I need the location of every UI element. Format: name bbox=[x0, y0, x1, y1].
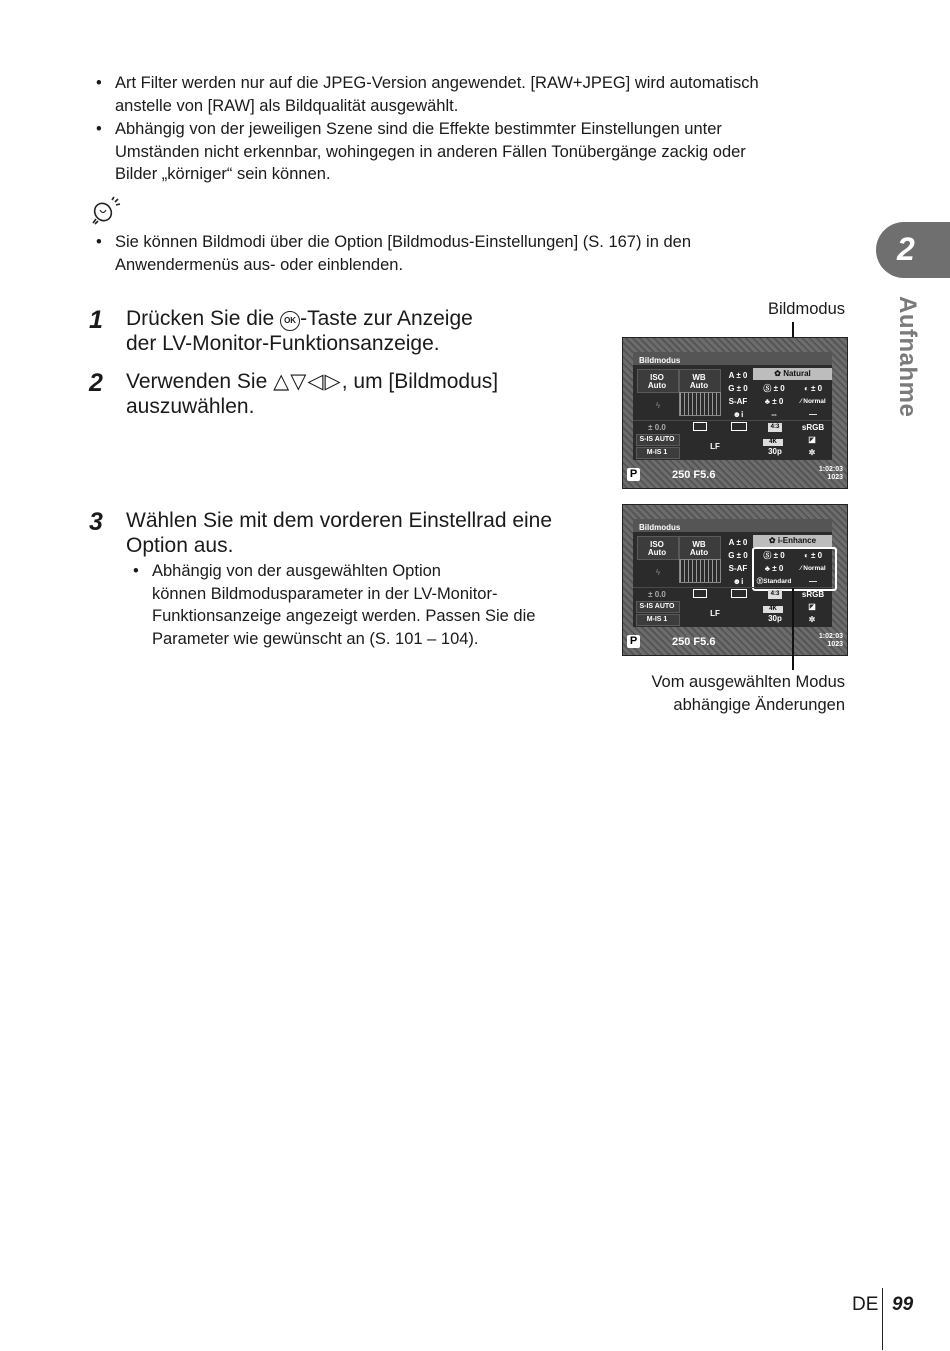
wb-value: Auto bbox=[689, 548, 709, 557]
screen-title: Bildmodus bbox=[639, 523, 681, 532]
drive-mode-icon bbox=[693, 422, 707, 431]
image-quality: LF bbox=[710, 609, 720, 618]
flash-comp: ± 0.0 bbox=[648, 423, 666, 432]
video-resolution: 4K bbox=[763, 439, 783, 446]
lv-monitor-screen-2 bbox=[622, 504, 848, 656]
step-1-number: 1 bbox=[89, 306, 103, 334]
iso-label: ISO bbox=[650, 540, 664, 549]
intro-bullet-1-line2: anstelle von [RAW] als Bildqualität ausgewählt. bbox=[115, 96, 459, 115]
tip-bullet-line2: Anwendermenüs aus- oder einblenden. bbox=[115, 255, 404, 274]
sharpness-value: Ⓢ ± 0 bbox=[763, 384, 785, 393]
bullet-marker: • bbox=[96, 120, 102, 138]
movie-is: M-IS 1 bbox=[646, 616, 668, 623]
step-3-number: 3 bbox=[89, 508, 103, 536]
lightbulb-tip-icon bbox=[90, 196, 124, 226]
page-number: 99 bbox=[892, 1294, 914, 1315]
aperture: F5.6 bbox=[693, 469, 716, 481]
af-mode: S-AF bbox=[728, 564, 748, 573]
screen-title: Bildmodus bbox=[639, 356, 681, 365]
step-3-sub-line1: Abhängig von der ausgewählten Option bbox=[152, 562, 441, 580]
filter-dash: — bbox=[809, 577, 817, 586]
changed-params-highlight bbox=[752, 547, 837, 591]
flash-icon: ϟ bbox=[655, 401, 661, 410]
ok-symbol: OK bbox=[284, 316, 297, 325]
picture-mode-icon: ◪ bbox=[808, 602, 816, 611]
callout-changes bbox=[651, 671, 845, 716]
image-quality: LF bbox=[710, 442, 720, 451]
effect-dash: -- bbox=[771, 410, 777, 419]
wb-label: WB bbox=[692, 373, 706, 382]
gradation-text: Normal bbox=[803, 398, 826, 405]
movie-is: M-IS 1 bbox=[646, 449, 668, 456]
settings-gear-icon: ✲ bbox=[808, 448, 816, 457]
video-framerate: 30p bbox=[768, 614, 782, 623]
shooting-mode: P bbox=[627, 635, 640, 648]
af-mode: S-AF bbox=[728, 397, 748, 406]
step-3-sub-line2: können Bildmodusparameter in der LV-Monitor- bbox=[152, 584, 498, 603]
video-resolution: 4K bbox=[763, 606, 783, 613]
exposure-readout bbox=[672, 469, 715, 481]
color-space: sRGB bbox=[801, 590, 825, 599]
arrow-keys-icon: △▽◁▷ bbox=[273, 369, 342, 393]
remaining-shots: 1023 bbox=[827, 474, 843, 481]
step-3-sub-bullet bbox=[133, 560, 593, 650]
step-3-text bbox=[126, 508, 596, 558]
step-1-line1b: -Taste zur Anzeige bbox=[300, 307, 473, 330]
callout-bildmodus: Bildmodus bbox=[767, 300, 845, 318]
g-adjust: G ± 0 bbox=[728, 551, 748, 560]
iso-value: Auto bbox=[647, 381, 667, 390]
picture-mode-value: ✿ Natural bbox=[753, 368, 832, 380]
intro-bullet-2 bbox=[96, 118, 856, 186]
settings-gear-icon: ✲ bbox=[808, 615, 816, 624]
picture-mode-name: Natural bbox=[783, 369, 811, 378]
effect-text: Standard bbox=[763, 578, 792, 585]
af-target-grid bbox=[679, 392, 721, 416]
ok-button-icon bbox=[280, 311, 300, 331]
filter-dash: — bbox=[809, 410, 817, 419]
lv-monitor-screen-1 bbox=[622, 337, 848, 489]
chapter-label: Aufnahme bbox=[894, 296, 921, 418]
callout-changes-line1: Vom ausgewählten Modus bbox=[651, 673, 845, 691]
gradation-value: ⁄ Normal bbox=[800, 565, 826, 572]
still-is: S-IS AUTO bbox=[639, 436, 675, 443]
gradation-value: ⁄ Normal bbox=[800, 398, 826, 405]
shutter-speed: 250 bbox=[672, 636, 691, 648]
intro-bullet-2-line2: Umständen nicht erkennbar, wohingegen in anderen Fällen Tonübergänge zackig oder bbox=[115, 142, 746, 161]
face-detect: ☻i bbox=[732, 577, 744, 586]
step-3-line1: Wählen Sie mit dem vorderen Einstellrad eine bbox=[126, 509, 553, 532]
a-adjust: A ± 0 bbox=[728, 538, 748, 547]
contrast-value: ◐ ± 0 bbox=[803, 551, 823, 560]
a-adjust: A ± 0 bbox=[728, 371, 748, 380]
contrast-value: ◐ ± 0 bbox=[803, 384, 823, 393]
aspect-ratio: 4:3 bbox=[768, 423, 782, 432]
exposure-readout bbox=[672, 636, 715, 648]
sharpness-text: ± 0 bbox=[773, 551, 785, 560]
picture-mode-icon: ◪ bbox=[808, 435, 816, 444]
iso-value: Auto bbox=[647, 548, 667, 557]
step-2-line1b: , um [Bildmodus] bbox=[341, 370, 499, 393]
wb-label: WB bbox=[692, 540, 706, 549]
footer-language: DE bbox=[852, 1294, 879, 1315]
aspect-ratio: 4:3 bbox=[768, 590, 782, 599]
step-3-sub-line3: Funktionsanzeige angezeigt werden. Passen Sie die bbox=[152, 607, 536, 625]
bullet-marker: • bbox=[96, 74, 102, 92]
video-framerate: 30p bbox=[768, 447, 782, 456]
step-3-sub-line4: Parameter wie gewünscht an (S. 101 – 104). bbox=[152, 629, 479, 648]
bullet-marker: • bbox=[133, 562, 139, 580]
flash-icon: ϟ bbox=[655, 568, 661, 577]
footer-divider bbox=[882, 1288, 883, 1350]
callout-changes-line2: abhängige Änderungen bbox=[673, 695, 845, 714]
intro-bullet-1 bbox=[96, 72, 856, 117]
step-1-line2: der LV-Monitor-Funktionsanzeige. bbox=[126, 332, 440, 355]
callout-line-bottom bbox=[792, 588, 794, 670]
step-1-text bbox=[126, 306, 596, 356]
iso-label: ISO bbox=[650, 373, 664, 382]
step-2-line2: auszuwählen. bbox=[126, 395, 255, 418]
wb-value: Auto bbox=[689, 381, 709, 390]
metering-icon bbox=[731, 589, 747, 598]
remaining-shots: 1023 bbox=[827, 641, 843, 648]
tip-bullet bbox=[96, 231, 856, 276]
flash-comp: ± 0.0 bbox=[648, 590, 666, 599]
step-2-line1a: Verwenden Sie bbox=[126, 370, 274, 393]
effect-value: ⒺStandard bbox=[756, 578, 792, 585]
remaining-info bbox=[819, 466, 843, 482]
sharpness-text: ± 0 bbox=[773, 384, 785, 393]
intro-bullet-1-line1: Art Filter werden nur auf die JPEG-Version angewendet. [RAW+JPEG] wird automatisch bbox=[115, 74, 759, 92]
face-detect: ☻i bbox=[732, 410, 744, 419]
saturation-text: ± 0 bbox=[772, 397, 784, 406]
shooting-mode: P bbox=[627, 468, 640, 481]
contrast-text: ± 0 bbox=[811, 384, 823, 393]
remaining-info bbox=[819, 633, 843, 649]
saturation-value: ♣ ± 0 bbox=[764, 397, 784, 406]
aperture: F5.6 bbox=[693, 636, 716, 648]
saturation-value: ♣ ± 0 bbox=[764, 564, 784, 573]
contrast-text: ± 0 bbox=[811, 551, 823, 560]
intro-bullet-2-line1: Abhängig von der jeweiligen Szene sind die Effekte bestimmter Einstellungen unter bbox=[115, 120, 722, 138]
color-space: sRGB bbox=[801, 423, 825, 432]
step-1-line1a: Drücken Sie die bbox=[126, 307, 281, 330]
picture-mode-value: ✿ i-Enhance bbox=[753, 535, 832, 547]
gradation-text: Normal bbox=[803, 565, 826, 572]
step-2-text bbox=[126, 369, 596, 419]
chapter-number: 2 bbox=[897, 231, 915, 267]
shutter-speed: 250 bbox=[672, 469, 691, 481]
recording-time: 1:02:03 bbox=[818, 466, 843, 473]
drive-mode-icon bbox=[693, 589, 707, 598]
g-adjust: G ± 0 bbox=[728, 384, 748, 393]
recording-time: 1:02:03 bbox=[818, 633, 843, 640]
metering-icon bbox=[731, 422, 747, 431]
sharpness-value: Ⓢ ± 0 bbox=[763, 551, 785, 560]
step-3-line2: Option aus. bbox=[126, 534, 234, 557]
intro-bullet-2-line3: Bilder „körniger“ sein können. bbox=[115, 165, 331, 183]
tip-bullet-line1: Sie können Bildmodi über die Option [Bildmodus-Einstellungen] (S. 167) in den bbox=[115, 233, 692, 251]
picture-mode-name: i-Enhance bbox=[777, 536, 817, 545]
af-target-grid bbox=[679, 559, 721, 583]
still-is: S-IS AUTO bbox=[639, 603, 675, 610]
saturation-text: ± 0 bbox=[772, 564, 784, 573]
bullet-marker: • bbox=[96, 233, 102, 251]
step-2-number: 2 bbox=[89, 369, 103, 397]
